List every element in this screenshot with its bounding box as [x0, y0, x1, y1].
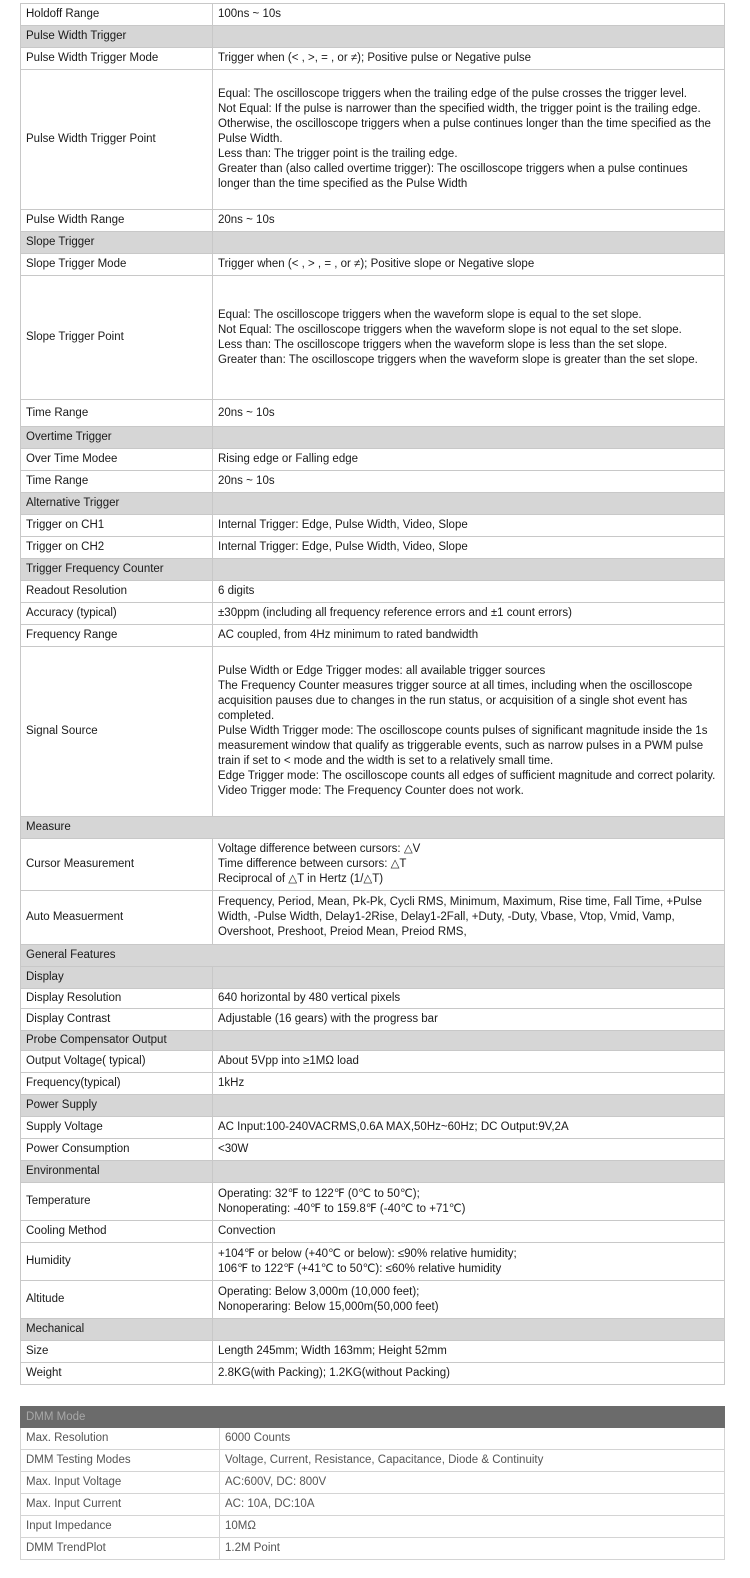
section-value-cell: [213, 1031, 725, 1051]
spec-value: Internal Trigger: Edge, Pulse Width, Video, Slope: [213, 537, 725, 559]
spec-value: Adjustable (16 gears) with the progress bar: [213, 1009, 725, 1031]
section-value-cell: [213, 1319, 725, 1341]
spec-label: Frequency(typical): [21, 1073, 213, 1095]
section-value-cell: [213, 1095, 725, 1117]
section-value-cell: [213, 1161, 725, 1183]
section-header-row: [21, 1031, 725, 1051]
section-header-row: [21, 1319, 725, 1341]
spec-label: Readout Resolution: [21, 581, 213, 603]
dmm-value: AC: 10A, DC:10A: [220, 1494, 725, 1516]
spec-value: Equal: The oscilloscope triggers when the trailing edge of the pulse crosses the trigger level. Not Equal: If the pulse is narrower than the specified width, the trigger point is the trailing edge. Otherwise, the oscilloscope triggers when a pulse continues longer than the time specified as the Pulse Width. Less than: The trigger point is the trailing edge. Greater than (also called overtime trigger): The oscilloscope triggers when a pulse continues longer than the time specified as the Pulse Width: [213, 70, 725, 210]
section-title: Environmental: [21, 1161, 213, 1183]
spec-label: Pulse Width Trigger Point: [21, 70, 213, 210]
dmm-row: [21, 1472, 725, 1494]
spec-value: Equal: The oscilloscope triggers when the waveform slope is equal to the set slope. Not Equal: The oscilloscope triggers when the waveform slope is not equal to the set slope. Less than: The oscilloscope triggers when the waveform slope is less than the set slope. Greater than: The oscilloscope triggers when the waveform slope is greater than the set slope.: [213, 276, 725, 400]
section-title: Slope Trigger: [21, 232, 213, 254]
spec-row: [21, 1341, 725, 1363]
spec-row: [21, 70, 725, 210]
spec-value: 640 horizontal by 480 vertical pixels: [213, 989, 725, 1009]
spec-row: [21, 254, 725, 276]
spec-value: ±30ppm (including all frequency reference errors and ±1 count errors): [213, 603, 725, 625]
dmm-row: [21, 1516, 725, 1538]
spec-label: Accuracy (typical): [21, 603, 213, 625]
section-value-cell: [213, 493, 725, 515]
section-header-row: [21, 232, 725, 254]
section-header-row: [21, 1095, 725, 1117]
spec-label: Holdoff Range: [21, 4, 213, 26]
spec-value: Rising edge or Falling edge: [213, 449, 725, 471]
spec-label: Supply Voltage: [21, 1117, 213, 1139]
dmm-table-body: [21, 1407, 725, 1560]
dmm-value: 6000 Counts: [220, 1428, 725, 1450]
spec-row: [21, 603, 725, 625]
spec-value: 20ns ~ 10s: [213, 400, 725, 427]
spec-row: [21, 839, 725, 891]
dmm-label: Max. Input Current: [21, 1494, 220, 1516]
section-title: Power Supply: [21, 1095, 213, 1117]
spec-row: [21, 1363, 725, 1385]
spec-table: [20, 3, 725, 1385]
spec-value: Trigger when (< , >, = , or ≠); Positive pulse or Negative pulse: [213, 48, 725, 70]
spec-row: [21, 210, 725, 232]
spec-value: Operating: 32℉ to 122℉ (0℃ to 50℃); Nonoperating: -40℉ to 159.8℉ (-40℃ to +71℃): [213, 1183, 725, 1221]
section-header-row: [21, 945, 725, 967]
dmm-value: 1.2M Point: [220, 1538, 725, 1560]
section-title: Pulse Width Trigger: [21, 26, 213, 48]
dmm-label: Max. Input Voltage: [21, 1472, 220, 1494]
spec-row: [21, 1183, 725, 1221]
spec-row: [21, 1243, 725, 1281]
dmm-row: [21, 1450, 725, 1472]
spec-value: AC Input:100-240VACRMS,0.6A MAX,50Hz~60Hz; DC Output:9V,2A: [213, 1117, 725, 1139]
spec-value: 2.8KG(with Packing); 1.2KG(without Packing): [213, 1363, 725, 1385]
section-title: General Features: [21, 945, 725, 967]
spec-label: Over Time Modee: [21, 449, 213, 471]
spec-label: Size: [21, 1341, 213, 1363]
section-header-row: [21, 817, 725, 839]
spec-row: [21, 4, 725, 26]
section-value-cell: [213, 559, 725, 581]
dmm-label: DMM Testing Modes: [21, 1450, 220, 1472]
spec-label: Pulse Width Range: [21, 210, 213, 232]
spec-value: 1kHz: [213, 1073, 725, 1095]
spec-label: Time Range: [21, 471, 213, 493]
section-title: Mechanical: [21, 1319, 213, 1341]
spec-row: [21, 48, 725, 70]
section-title: Probe Compensator Output: [21, 1031, 213, 1051]
spec-row: [21, 647, 725, 817]
spec-label: Auto Measuerment: [21, 891, 213, 945]
spec-row: [21, 1221, 725, 1243]
spec-value: <30W: [213, 1139, 725, 1161]
section-value-cell: [213, 427, 725, 449]
section-value-cell: [213, 232, 725, 254]
section-title: Measure: [21, 817, 725, 839]
spec-value: 20ns ~ 10s: [213, 471, 725, 493]
section-title: Trigger Frequency Counter: [21, 559, 213, 581]
spec-label: Humidity: [21, 1243, 213, 1281]
spec-label: Slope Trigger Mode: [21, 254, 213, 276]
dmm-row: [21, 1428, 725, 1450]
spec-label: Trigger on CH1: [21, 515, 213, 537]
spec-label: Trigger on CH2: [21, 537, 213, 559]
spec-label: Pulse Width Trigger Mode: [21, 48, 213, 70]
spec-value: 100ns ~ 10s: [213, 4, 725, 26]
section-header-row: [21, 1161, 725, 1183]
spec-label: Altitude: [21, 1281, 213, 1319]
spec-label: Time Range: [21, 400, 213, 427]
dmm-label: Input Impedance: [21, 1516, 220, 1538]
spec-label: Display Resolution: [21, 989, 213, 1009]
spec-label: Frequency Range: [21, 625, 213, 647]
spec-value: Internal Trigger: Edge, Pulse Width, Video, Slope: [213, 515, 725, 537]
spec-label: Power Consumption: [21, 1139, 213, 1161]
dmm-value: AC:600V, DC: 800V: [220, 1472, 725, 1494]
section-title: Overtime Trigger: [21, 427, 213, 449]
dmm-label: Max. Resolution: [21, 1428, 220, 1450]
dmm-value: 10MΩ: [220, 1516, 725, 1538]
spec-value: Operating: Below 3,000m (10,000 feet); Nonoperaring: Below 15,000m(50,000 feet): [213, 1281, 725, 1319]
spec-row: [21, 1073, 725, 1095]
spec-value: Frequency, Period, Mean, Pk-Pk, Cycli RMS, Minimum, Maximum, Rise time, Fall Time, +Pulse Width, -Pulse Width, Delay1-2Rise, Delay1-2Fall, +Duty, -Duty, Vbase, Vtop, Vmid, Vamp, Overshoot, Preshoot, Preiod Mean, Preiod RMS,: [213, 891, 725, 945]
spec-table-body: [21, 4, 725, 1385]
dmm-row: [21, 1538, 725, 1560]
section-header-row: [21, 967, 725, 989]
spec-value: +104℉ or below (+40℃ or below): ≤90% relative humidity; 106℉ to 122℉ (+41℃ to 50℃): ≤60% relative humidity: [213, 1243, 725, 1281]
spec-row: [21, 400, 725, 427]
section-header-row: [21, 427, 725, 449]
spec-row: [21, 537, 725, 559]
dmm-value: Voltage, Current, Resistance, Capacitance, Diode & Continuity: [220, 1450, 725, 1472]
spec-value: About 5Vpp into ≥1MΩ load: [213, 1051, 725, 1073]
dmm-section-title: DMM Mode: [21, 1407, 725, 1428]
dmm-label: DMM TrendPlot: [21, 1538, 220, 1560]
dmm-row: [21, 1494, 725, 1516]
spec-row: [21, 1009, 725, 1031]
spec-label: Slope Trigger Point: [21, 276, 213, 400]
spec-value: Trigger when (< , > , = , or ≠); Positive slope or Negative slope: [213, 254, 725, 276]
spec-value: Length 245mm; Width 163mm; Height 52mm: [213, 1341, 725, 1363]
section-header-row: [21, 559, 725, 581]
spec-label: Temperature: [21, 1183, 213, 1221]
spec-label: Cooling Method: [21, 1221, 213, 1243]
section-value-cell: [213, 26, 725, 48]
spec-value: Pulse Width or Edge Trigger modes: all available trigger sources The Frequency Counter measures trigger source at all times, including when the oscilloscope acquisition pauses due to changes in the run status, or acquisition of a single shot event has completed. Pulse Width Trigger mode: The oscilloscope counts pulses of significant magnitude inside the 1s measurement window that qualify as triggerable events, such as narrow pulses in a PWM pulse train if set to < mode and the width is set to a relatively small time. Edge Trigger mode: The oscilloscope counts all edges of sufficient magnitude and correct polarity. Video Trigger mode: The Frequency Counter does not work.: [213, 647, 725, 817]
spec-row: [21, 581, 725, 603]
dmm-table: [20, 1406, 725, 1560]
dmm-section-header: [21, 1407, 725, 1428]
spec-value: AC coupled, from 4Hz minimum to rated bandwidth: [213, 625, 725, 647]
spec-row: [21, 471, 725, 493]
spec-label: Cursor Measurement: [21, 839, 213, 891]
spec-row: [21, 1117, 725, 1139]
spec-row: [21, 625, 725, 647]
spec-label: Weight: [21, 1363, 213, 1385]
spec-value: 6 digits: [213, 581, 725, 603]
spec-row: [21, 276, 725, 400]
section-value-cell: [213, 967, 725, 989]
section-header-row: [21, 26, 725, 48]
spec-label: Output Voltage( typical): [21, 1051, 213, 1073]
spec-row: [21, 891, 725, 945]
spec-row: [21, 989, 725, 1009]
section-header-row: [21, 493, 725, 515]
spec-row: [21, 449, 725, 471]
spec-row: [21, 1051, 725, 1073]
spec-label: Signal Source: [21, 647, 213, 817]
spec-value: Convection: [213, 1221, 725, 1243]
spec-label: Display Contrast: [21, 1009, 213, 1031]
spec-row: [21, 1281, 725, 1319]
section-title: Display: [21, 967, 213, 989]
spec-value: Voltage difference between cursors: △V Time difference between cursors: △T Reciprocal of △T in Hertz (1/△T): [213, 839, 725, 891]
section-title: Alternative Trigger: [21, 493, 213, 515]
spec-row: [21, 515, 725, 537]
spec-row: [21, 1139, 725, 1161]
spec-value: 20ns ~ 10s: [213, 210, 725, 232]
